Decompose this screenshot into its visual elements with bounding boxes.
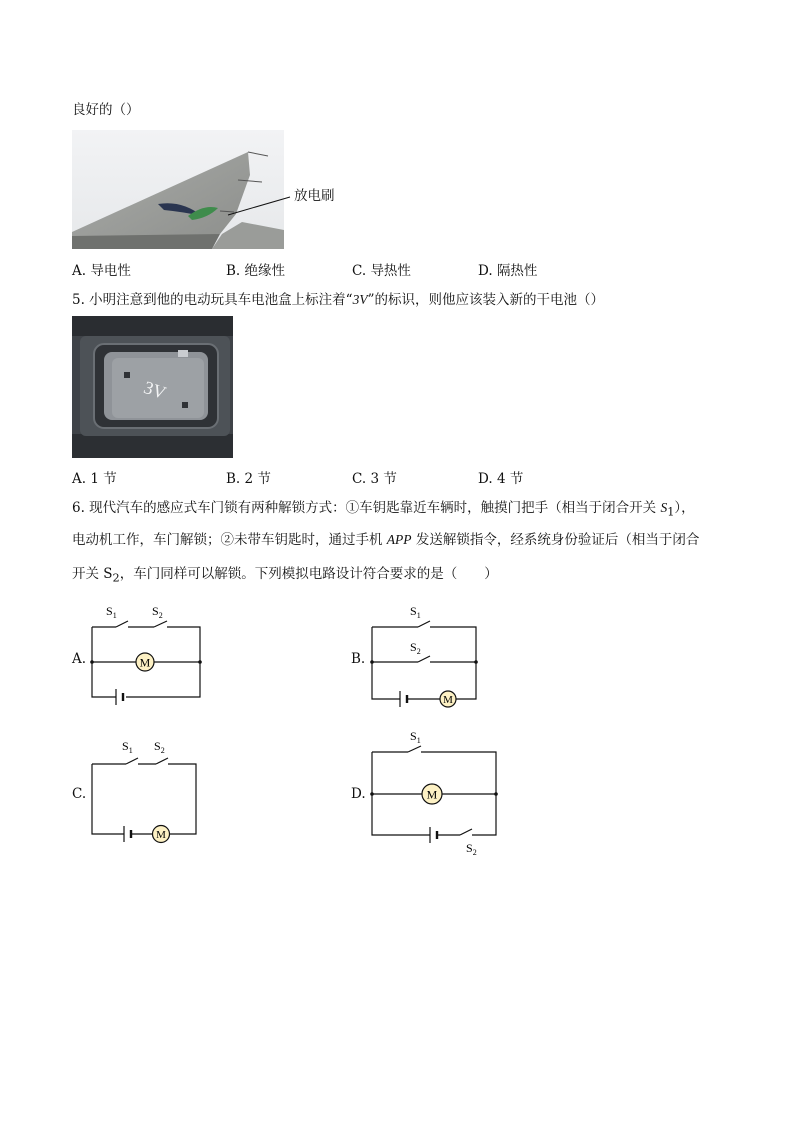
motor-symbol: M <box>426 787 438 802</box>
switch-s1-label: $S_1$ <box>410 604 421 620</box>
circuit-d <box>368 726 504 866</box>
circuit-a <box>88 600 208 712</box>
q4-option-a: A. 导电性 <box>72 263 131 279</box>
switch-s1-label: $S_1$ <box>106 604 117 620</box>
q6-option-a-label: A. <box>72 651 87 667</box>
battery-box-photo <box>72 316 233 458</box>
battery-3v-label: 3V <box>141 377 169 403</box>
q4-option-b: B. 绝缘性 <box>226 263 286 279</box>
q6-stem-line1: 6. 现代汽车的感应式车门锁有两种解锁方式：①车钥匙靠近车辆时，触摸门把手（相当于闭合开关 $S_1$）， <box>72 500 695 519</box>
q5-option-c: C. 3 节 <box>352 471 397 487</box>
switch-s2-label: $S_2$ <box>410 640 421 656</box>
q6-stem-line3: 开关 $S_2$，车门同样可以解锁。下列模拟电路设计符合要求的是（ ） <box>72 566 498 585</box>
motor-symbol: M <box>443 694 453 706</box>
motor-symbol: M <box>139 655 151 670</box>
circuit-c <box>88 734 204 846</box>
switch-s1-label: $S_1$ <box>410 729 421 745</box>
q4-option-c: C. 导热性 <box>352 263 411 279</box>
circuit-b <box>368 600 484 712</box>
q5-stem: 5. 小明注意到他的电动玩具车电池盒上标注着“3V”的标识，则他应该装入新的干电池（） <box>72 292 604 308</box>
motor-symbol: M <box>156 829 166 841</box>
q6-stem-line2: 电动机工作，车门解锁；②未带车钥匙时，通过手机 APP 发送解锁指令，经系统身份验证后（相当于闭合 <box>72 532 700 548</box>
switch-s1-label: $S_1$ <box>122 739 133 755</box>
q5-option-a: A. 1 节 <box>72 471 117 487</box>
switch-s2-label: $S_2$ <box>152 604 163 620</box>
q6-option-b-label: B. <box>351 651 366 667</box>
q4-option-d: D. 隔热性 <box>478 263 538 279</box>
label-leader-line <box>225 185 295 225</box>
figure-label-discharge-brush: 放电刷 <box>294 188 335 204</box>
q5-option-b: B. 2 节 <box>226 471 271 487</box>
switch-s2-label: $S_2$ <box>466 841 477 857</box>
q6-option-c-label: C. <box>72 786 87 802</box>
q6-option-d-label: D. <box>351 786 366 802</box>
q4-stem-tail: 良好的（） <box>72 102 140 118</box>
switch-s2-label: $S_2$ <box>154 739 165 755</box>
q5-option-d: D. 4 节 <box>478 471 524 487</box>
